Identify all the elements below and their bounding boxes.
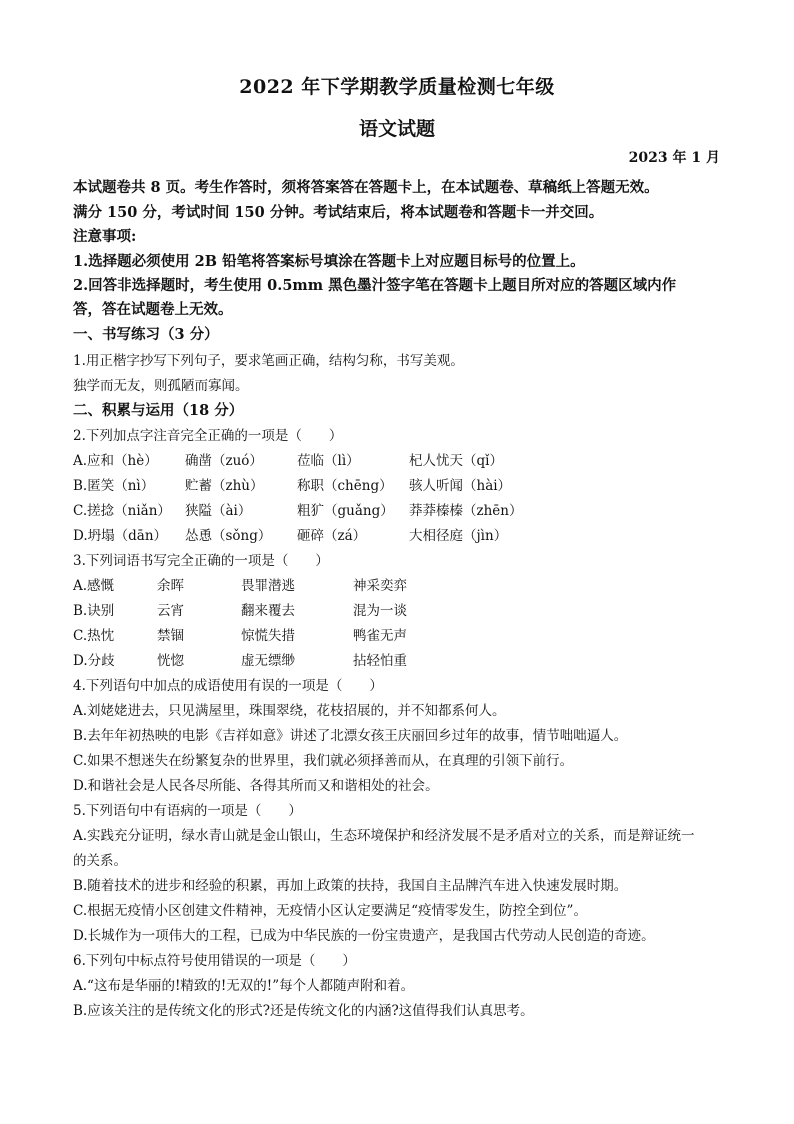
q3-row-a <box>73 574 733 594</box>
exam-title: 2022 年下学期教学质量检测七年级 <box>239 76 555 98</box>
q2-option: 粗犷（guǎng） <box>297 503 394 519</box>
q4-option-b: B.去年年初热映的电影《吉祥如意》讲述了北漂女孩王庆丽回乡过年的故事，情节咄咄逼人。 <box>73 728 628 744</box>
q3-option: 余晖 <box>157 578 184 594</box>
q3-option: A.感慨 <box>73 578 115 594</box>
q2-option: D.坍塌（dān） <box>73 528 168 544</box>
q2-option: 称职（chēng） <box>297 478 393 494</box>
q3-option: D.分歧 <box>73 653 115 669</box>
q2-option: 莽莽榛榛（zhēn） <box>409 503 523 519</box>
q6-option-b: B.应该关注的是传统文化的形式?还是传统文化的内涵?这值得我们认真思考。 <box>73 1003 534 1019</box>
notice-item-2b: 答，答在试题卷上无效。 <box>73 301 233 318</box>
q3-option: 禁锢 <box>157 628 184 644</box>
q5-option-d: D.长城作为一项伟大的工程，已成为中华民族的一份宝贵遗产，是我国古代劳动人民创造的奇迹。 <box>73 928 655 944</box>
q4-option-c: C.如果不想迷失在纷繁复杂的世界里，我们就必须择善而从，在真理的引领下前行。 <box>73 753 574 769</box>
part1-heading: 一、书写练习（3 分） <box>73 326 219 343</box>
q2-option: 莅临（lì） <box>297 453 360 469</box>
q3-option: 神采奕弈 <box>353 578 407 594</box>
q2-option: B.匿笑（nì） <box>73 478 155 494</box>
q6-stem: 6.下列句中标点符号使用错误的一项是（ ） <box>73 953 356 969</box>
q3-stem: 3.下列词语书写完全正确的一项是（ ） <box>73 553 329 569</box>
q3-row-c <box>73 624 733 644</box>
q5-option-c: C.根据无疫情小区创建文件精神，无疫情小区认定要满足“疫情零发生，防控全到位”。 <box>73 903 587 919</box>
q3-option: 鸭雀无声 <box>353 628 407 644</box>
q1-text: 独学而无友，则孤陋而寡闻。 <box>73 378 249 394</box>
q5-option-a1: A.实践充分证明，绿水青山就是金山银山，生态环境保护和经济发展不是矛盾对立的关系，而是辩证统一 <box>73 828 695 844</box>
q3-option: 云宵 <box>157 603 184 619</box>
q1-stem: 1.用正楷字抄写下列句子，要求笔画正确，结构匀称，书写美观。 <box>73 353 464 369</box>
q2-option: C.搓捻（niǎn） <box>73 503 171 519</box>
q3-option: 虚无缥缈 <box>241 653 295 669</box>
q5-stem: 5.下列语句中有语病的一项是（ ） <box>73 803 302 819</box>
q2-option: 贮蓄（zhù） <box>185 478 264 494</box>
q5-option-b: B.随着技术的进步和经验的积累，再加上政策的扶持，我国自主品牌汽车进入快速发展时期。 <box>73 878 628 894</box>
q3-option: 惊慌失措 <box>241 628 295 644</box>
q3-row-d <box>73 649 733 669</box>
q2-option: 骇人听闻（hài） <box>409 478 512 494</box>
notice-item-1: 1.选择题必须使用 2B 铅笔将答案标号填涂在答题卡上对应题目标号的位置上。 <box>73 253 585 270</box>
q5-option-a2: 的关系。 <box>73 853 127 869</box>
q3-option: 翻来覆去 <box>241 603 295 619</box>
exam-date: 2023 年 1 月 <box>628 150 720 166</box>
q2-option: 确凿（zuó） <box>185 453 263 469</box>
notice-title: 注意事项: <box>73 228 137 245</box>
q2-option: A.应和（hè） <box>73 453 158 469</box>
q2-option: 怂恿（sǒng） <box>185 528 272 544</box>
q2-option: 杞人忧天（qǐ） <box>409 453 503 469</box>
notice-item-2a: 2.回答非选择题时，考生使用 0.5mm 黑色墨汁签字笔在答题卡上题目所对应的答题区域内作 <box>73 277 677 294</box>
q3-option: 混为一谈 <box>353 603 407 619</box>
q4-option-a: A.刘姥姥进去，只见满屋里，珠围翠绕，花枝招展的，并不知都系何人。 <box>73 703 506 719</box>
q3-option: 畏罪潜逃 <box>241 578 295 594</box>
q3-option: C.热忱 <box>73 628 115 644</box>
q2-option: 大相径庭（jìn） <box>409 528 508 544</box>
exam-subtitle: 语文试题 <box>358 118 435 140</box>
q4-option-d: D.和谐社会是人民各尽所能、各得其所而又和谐相处的社会。 <box>73 778 439 794</box>
q2-option: 狭隘（ài） <box>185 503 252 519</box>
q3-option: 恍惚 <box>157 653 184 669</box>
part2-heading: 二、积累与运用（18 分） <box>73 402 244 419</box>
q3-option: 拈轻怕重 <box>353 653 407 669</box>
q3-option: B.诀别 <box>73 603 115 619</box>
q2-row-b <box>73 474 733 494</box>
q2-row-d <box>73 524 733 544</box>
q2-row-c <box>73 499 733 519</box>
q3-row-b <box>73 599 733 619</box>
q2-row-a <box>73 449 733 469</box>
q2-option: 砸碎（zá） <box>297 528 367 544</box>
q2-stem: 2.下列加点字注音完全正确的一项是（ ） <box>73 428 343 444</box>
q4-stem: 4.下列语句中加点的成语使用有误的一项是（ ） <box>73 678 383 694</box>
q6-option-a: A.“这布是华丽的!精致的!无双的!”每个人都随声附和着。 <box>73 978 415 994</box>
intro-line-1: 本试题卷共 8 页。考生作答时，须将答案答在答题卡上，在本试题卷、草稿纸上答题无效。 <box>73 179 659 196</box>
intro-line-2: 满分 150 分，考试时间 150 分钟。考试结束后，将本试题卷和答题卡一并交回。 <box>73 204 604 221</box>
